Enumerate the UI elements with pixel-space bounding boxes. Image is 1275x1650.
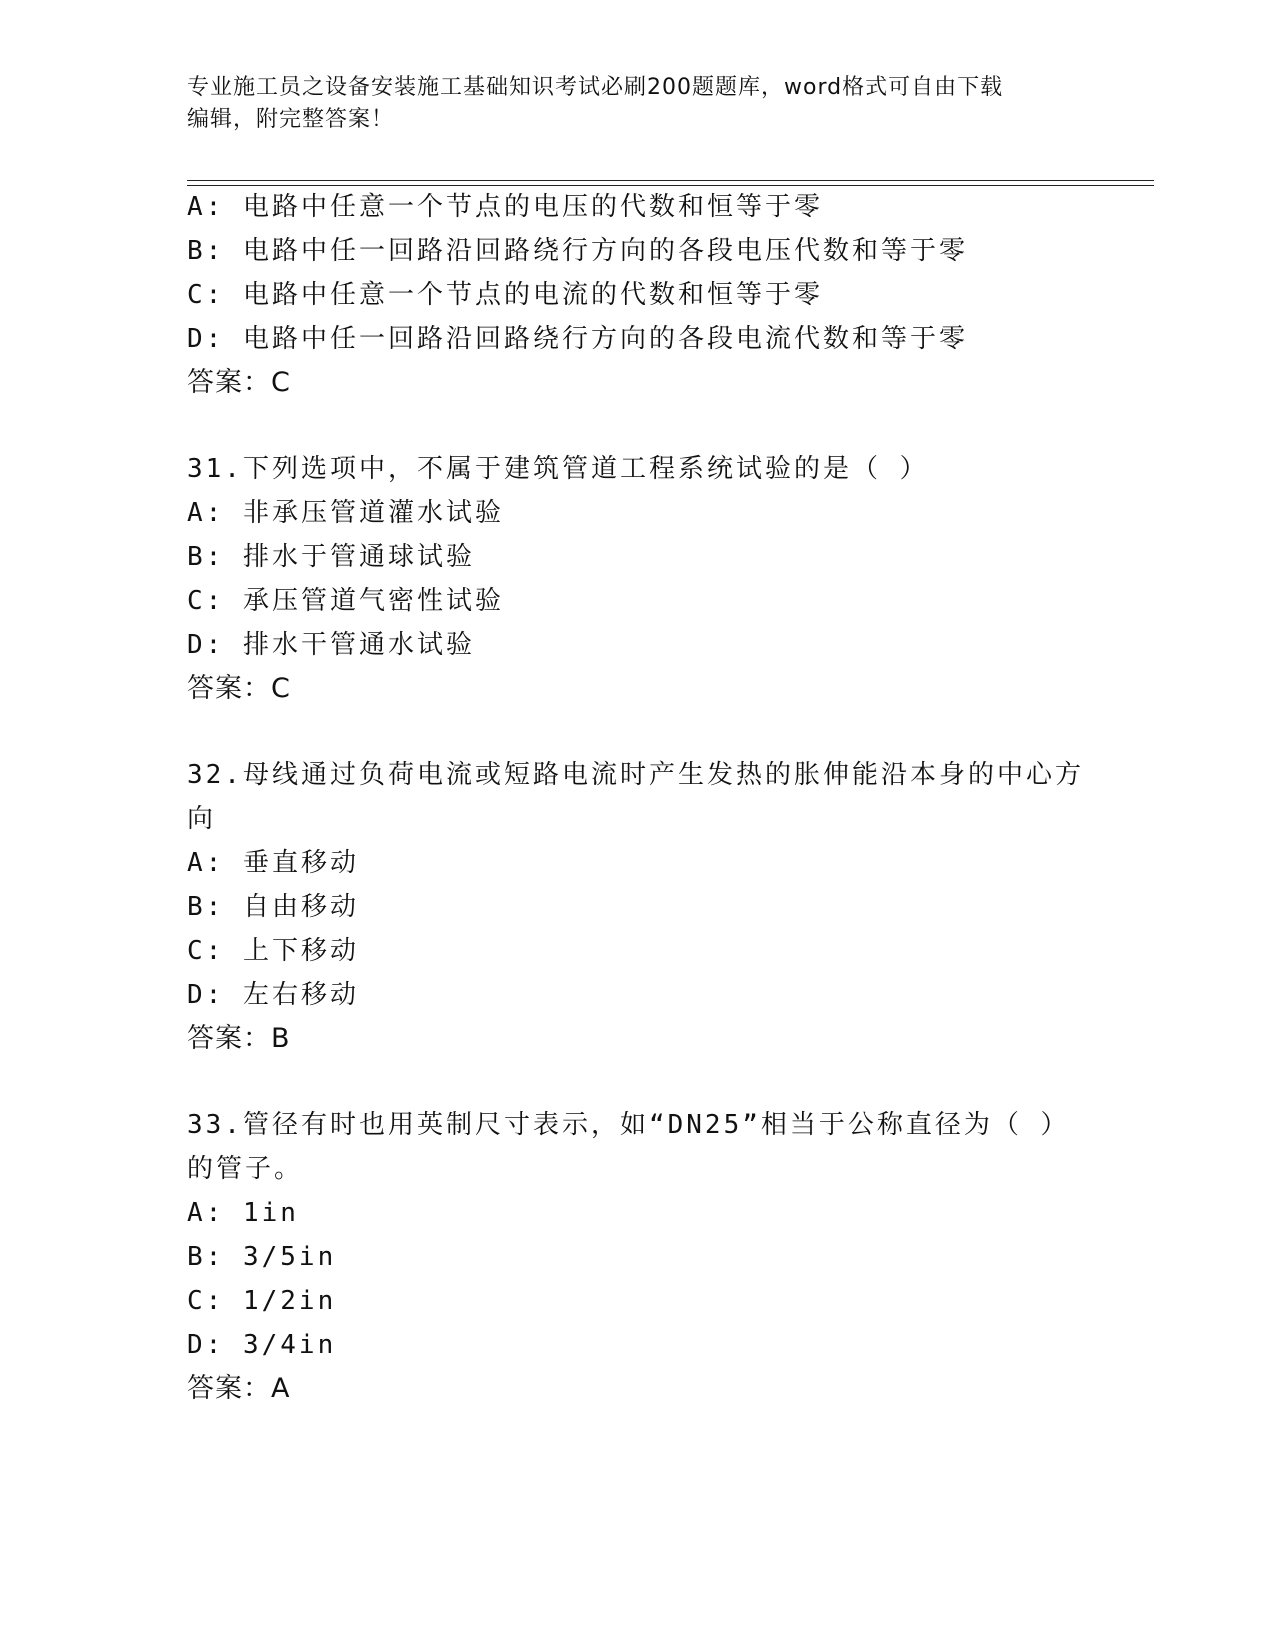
q30-option-c: C: 电路中任意一个节点的电流的代数和恒等于零 — [187, 280, 823, 310]
q31-option-d: D: 排水干管通水试验 — [187, 630, 475, 660]
q30-option-b: B: 电路中任一回路沿回路绕行方向的各段电压代数和等于零 — [187, 236, 968, 266]
header-title-line-2: 编辑，附完整答案！ — [187, 107, 395, 132]
q32-option-d: D: 左右移动 — [187, 980, 359, 1010]
header-title-line-1: 专业施工员之设备安装施工基础知识考试必刷200题题库，word格式可自由下载 — [187, 75, 1004, 100]
q33-option-d: D: 3/4in — [187, 1330, 337, 1360]
q31-option-b: B: 排水于管通球试验 — [187, 542, 475, 572]
q32-option-a: A: 垂直移动 — [187, 848, 359, 878]
q32-stem-line-1: 32.母线通过负荷电流或短路电流时产生发热的胀伸能沿本身的中心方 — [187, 760, 1084, 790]
document-header — [187, 72, 1067, 136]
header-divider-top — [187, 180, 1154, 181]
q31-stem: 31.下列选项中，不属于建筑管道工程系统试验的是（ ） — [187, 454, 929, 484]
q31-option-c: C: 承压管道气密性试验 — [187, 586, 504, 616]
q31-answer: 答案：C — [187, 673, 291, 704]
q30-option-d: D: 电路中任一回路沿回路绕行方向的各段电流代数和等于零 — [187, 324, 968, 354]
q33-stem-line-1: 33.管径有时也用英制尺寸表示，如“DN25”相当于公称直径为（ ） — [187, 1110, 1070, 1140]
q31-option-a: A: 非承压管道灌水试验 — [187, 498, 504, 528]
header-divider-bottom — [187, 185, 1154, 186]
q33-answer: 答案：A — [187, 1373, 291, 1404]
q30-option-a: A: 电路中任意一个节点的电压的代数和恒等于零 — [187, 192, 823, 222]
q33-stem-line-2: 的管子。 — [187, 1154, 304, 1184]
q32-stem-line-2: 向 — [187, 804, 217, 834]
q33-option-b: B: 3/5in — [187, 1242, 337, 1272]
q33-option-c: C: 1/2in — [187, 1286, 337, 1316]
q30-answer: 答案：C — [187, 367, 291, 398]
q32-option-c: C: 上下移动 — [187, 936, 359, 966]
q32-option-b: B: 自由移动 — [187, 892, 359, 922]
q33-option-a: A: 1in — [187, 1198, 299, 1228]
q32-answer: 答案：B — [187, 1023, 291, 1054]
